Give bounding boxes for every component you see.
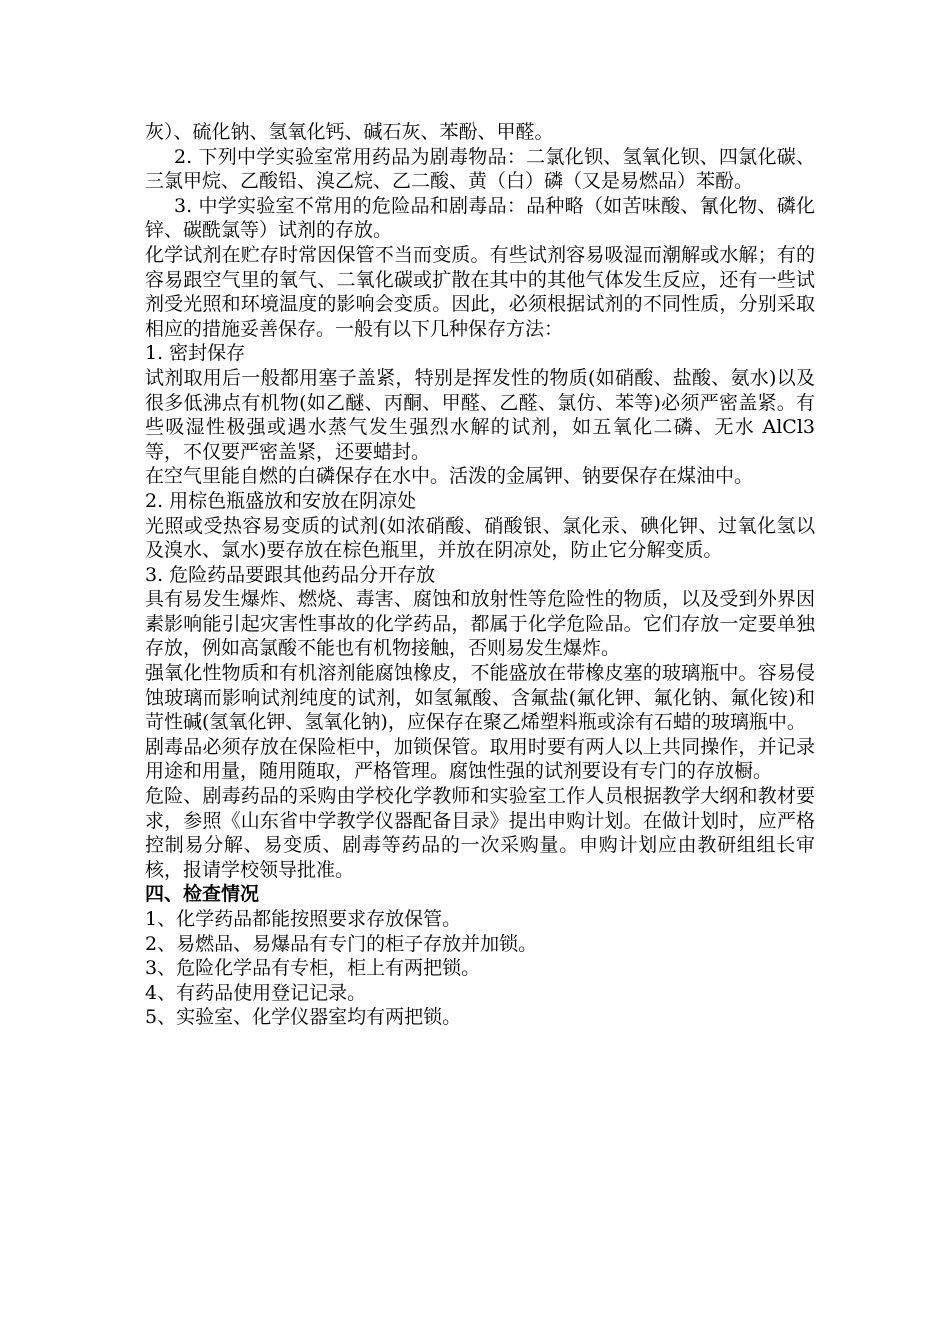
section-4-heading: 四、检查情况 xyxy=(145,883,260,906)
method-1-title: 1. 密封保存 xyxy=(145,342,246,365)
method-3-paragraph-3: 剧毒品必须存放在保险柜中，加锁保管。取用时要有两人以上共同操作，并记录用途和用量，随用随取，严格管理。腐蚀性强的试剂要设有专门的存放橱。 xyxy=(145,735,815,783)
method-3-paragraph-1: 具有易发生爆炸、燃烧、毒害、腐蚀和放射性等危险性的物质，以及受到外界因素影响能引起灾害性事故的化学药品，都属于化学危险品。它们存放一定要单独存放，例如高氯酸不能也有机物接触，否则易发生爆炸。 xyxy=(145,588,815,660)
item-3-paragraph: 3. 中学实验室不常用的危险品和剧毒品：品种略（如苦味酸、氰化物、磷化锌、碳酰氯等）试剂的存放。 xyxy=(145,194,815,242)
check-item: 2、易燃品、易爆品有专门的柜子存放并加锁。 xyxy=(145,932,538,955)
check-item: 1、化学药品都能按照要求存放保管。 xyxy=(145,908,462,930)
method-3-paragraph-4: 危险、剧毒药品的采购由学校化学教师和实验室工作人员根据教学大纲和教材要求，参照《山东省中学教学仪器配备目录》提出申购计划。在做计划时，应严格控制易分解、易变质、剧毒等药品的一次采购量。申购计划应由教研组组长审核，报请学校领导批准。 xyxy=(145,785,815,881)
method-2-title: 2. 用棕色瓶盛放和安放在阴凉处 xyxy=(145,489,417,512)
check-item: 3、危险化学品有专柜，柜上有两把锁。 xyxy=(145,957,481,980)
document-body xyxy=(145,120,815,1030)
method-3-title: 3. 危险药品要跟其他药品分开存放 xyxy=(145,563,436,586)
intro-paragraph: 灰）、硫化钠、氢氧化钙、碱石灰、苯酚、甲醛。 xyxy=(145,121,554,143)
method-1-paragraph-1: 试剂取用后一般都用塞子盖紧，特别是挥发性的物质(如硝酸、盐酸、氨水)以及很多低沸点有机物(如乙醚、丙酮、甲醛、乙醛、氯仿、苯等)必须严密盖紧。有些吸湿性极强或遇水蒸气发生强烈水解的试剂，如五氧化二磷、无水 AlCl3 等，不仅要严密盖紧，还要蜡封。 xyxy=(145,366,815,463)
method-3-paragraph-2: 强氧化性物质和有机溶剂能腐蚀橡皮，不能盛放在带橡皮塞的玻璃瓶中。容易侵蚀玻璃而影响试剂纯度的试剂，如氢氟酸、含氟盐(氟化钾、氟化钠、氟化铵)和苛性碱(氢氧化钾、氢氧化钠)，应保存在聚乙烯塑料瓶或涂有石蜡的玻璃瓶中。 xyxy=(145,662,815,734)
check-item: 4、有药品使用登记记录。 xyxy=(145,981,367,1004)
item-2-paragraph: 2. 下列中学实验室常用药品为剧毒物品：二氯化钡、氢氧化钡、四氯化碳、三氯甲烷、乙酸铅、溴乙烷、乙二酸、黄（白）磷（又是易燃品）苯酚。 xyxy=(145,145,815,193)
method-1-paragraph-2: 在空气里能自燃的白磷保存在水中。活泼的金属钾、钠要保存在煤油中。 xyxy=(145,465,754,488)
method-2-paragraph-1: 光照或受热容易变质的试剂(如浓硝酸、硝酸银、氯化汞、碘化钾、过氧化氢以及溴水、氯水)要存放在棕色瓶里，并放在阴凉处，防止它分解变质。 xyxy=(145,514,815,562)
storage-intro-paragraph: 化学试剂在贮存时常因保管不当而变质。有些试剂容易吸湿而潮解或水解；有的容易跟空气里的氧气、二氧化碳或扩散在其中的其他气体发生反应，还有一些试剂受光照和环境温度的影响会变质。因此，必须根据试剂的不同性质，分别采取相应的措施妥善保存。一般有以下几种保存方法： xyxy=(145,243,815,340)
check-item: 5、实验室、化学仪器室均有两把锁。 xyxy=(145,1006,462,1029)
